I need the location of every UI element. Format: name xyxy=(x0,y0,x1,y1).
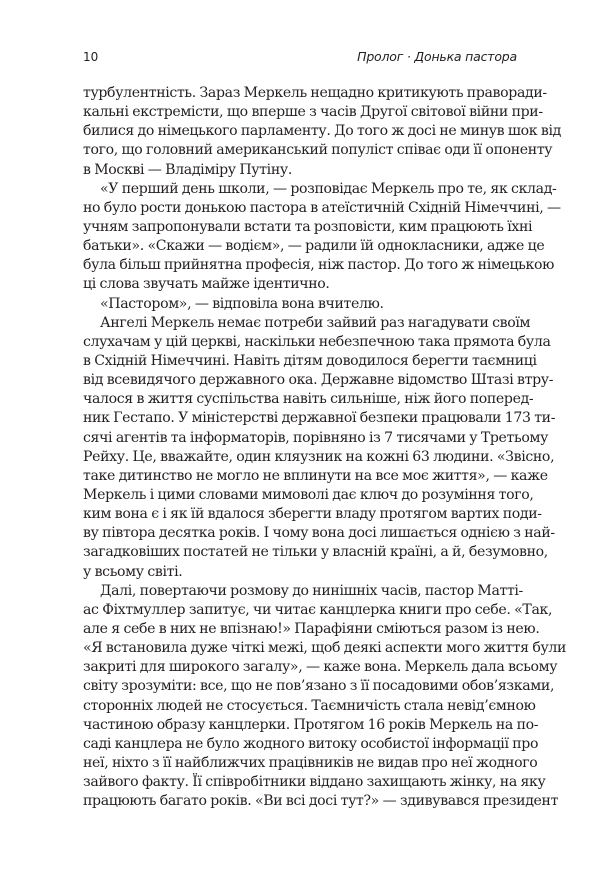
text-line: слухачам у цій церкві, наскільки небезпечною така прямота була xyxy=(83,333,551,350)
text-line: того, що головний американський популіст співає оди її опоненту xyxy=(83,142,553,159)
text-line: Меркель і цими словами мимоволі дає ключ до розуміння того, xyxy=(83,486,534,503)
text-line: була більш прийнятна професія, ніж пастор. До того ж німецькою xyxy=(83,257,555,274)
text-line: Далі, повертаючи розмову до нинішніх часів, пастор Матті- xyxy=(100,582,523,599)
text-line: світу зрозуміти: все, що не пов’язано з її посадовими обов’язками, xyxy=(83,678,555,695)
text-line: Рейху. Це, вважайте, один кляузник на кожні 63 людини. «Звісно, xyxy=(83,448,555,465)
text-line: ці слова звучать майже ідентично. xyxy=(83,276,330,293)
text-line: турбулентність. Зараз Меркель нещадно критикують праворади- xyxy=(83,85,547,101)
text-line: таке дитинство не могло не вплинути на все моє життя», — каже xyxy=(83,467,548,484)
text-line: в Москві — Владіміру Путіну. xyxy=(83,161,292,178)
text-line: від всевидячого державного ока. Державне відомство Штазі втру- xyxy=(83,372,554,389)
page-number: 10 xyxy=(83,50,99,64)
text-line: ник Гестапо. У міністерстві державної безпеки працювали 173 ти- xyxy=(83,410,556,427)
text-line: «У перший день школи, — розповідає Меркель про те, як склад- xyxy=(100,180,557,197)
text-line: закриті для широкого загалу», — каже вона. Меркель дала всьому xyxy=(83,659,558,676)
text-line: «Я встановила дуже чіткі межі, щоб деякі аспекти мого життя були xyxy=(83,640,567,657)
text-line: в Східній Німеччині. Навіть дітям доводилося берегти таємниці xyxy=(83,352,537,369)
body-text xyxy=(83,84,567,811)
text-line: батьки». «Скажи — водієм», — радили їй однокласники, адже це xyxy=(83,238,545,255)
text-line: билися до німецького парламенту. До того ж досі не минув шок від xyxy=(83,123,561,140)
text-line: ким вона є і як їй вдалося зберегти владу протягом вартих поди- xyxy=(83,506,542,523)
paragraph xyxy=(83,84,561,180)
text-line: сячі агентів та інформаторів, порівняно із 7 тисячами у Третьому xyxy=(83,429,549,446)
text-line: Ангелі Меркель немає потреби зайвий раз нагадувати своїм xyxy=(100,314,531,331)
text-line: саді канцлера не було жодного витоку особистої інформації про xyxy=(83,735,539,752)
text-line: ву півтора десятка років. І чому вона досі лишається однією з най- xyxy=(83,525,555,542)
text-line: сторонніх людей не стосується. Таємничість стала невід’ємною xyxy=(83,697,536,714)
text-line: неї, ніхто з її найближчих працівників не видав про неї жодного xyxy=(83,754,538,771)
text-line: загадковіших постатей не тільки у власній країні, а й, безумовно, xyxy=(83,544,548,561)
text-line: працюють багато років. «Ви всі досі тут?» — здивувався президент xyxy=(83,793,559,810)
text-line: чалося в життя суспільства навіть сильніше, ніж його поперед- xyxy=(83,391,534,408)
paragraph xyxy=(83,295,517,314)
running-header xyxy=(83,48,517,66)
text-line: «Пастором», — відповіла вона вчителю. xyxy=(100,295,384,312)
text-line: ас Фіхтмуллер запитує, чи читає канцлерка книги про себе. «Так, xyxy=(83,601,553,618)
paragraph xyxy=(83,582,567,812)
text-line: але я себе в них не впізнаю!» Парафіяни сміються разом із нею. xyxy=(83,620,540,637)
text-line: частиною образу канцлерки. Протягом 16 років Меркель на по- xyxy=(83,716,539,733)
text-line: зайвого факту. Її співробітники віддано захищають жінку, на яку xyxy=(83,774,546,791)
text-line: у всьому світі. xyxy=(83,563,183,580)
chapter-title: Пролог · Донька пастора xyxy=(357,49,517,64)
text-line: учням запропонували встати та розповісти, ким працюють їхні xyxy=(83,218,533,235)
text-line: но було рости донькою пастора в атеїстичній Східній Німеччині, — xyxy=(83,199,561,216)
paragraph xyxy=(83,314,556,582)
paragraph xyxy=(83,180,561,295)
text-line: кальні екстремісти, що вперше з часів Другої світової війни при- xyxy=(83,104,543,121)
